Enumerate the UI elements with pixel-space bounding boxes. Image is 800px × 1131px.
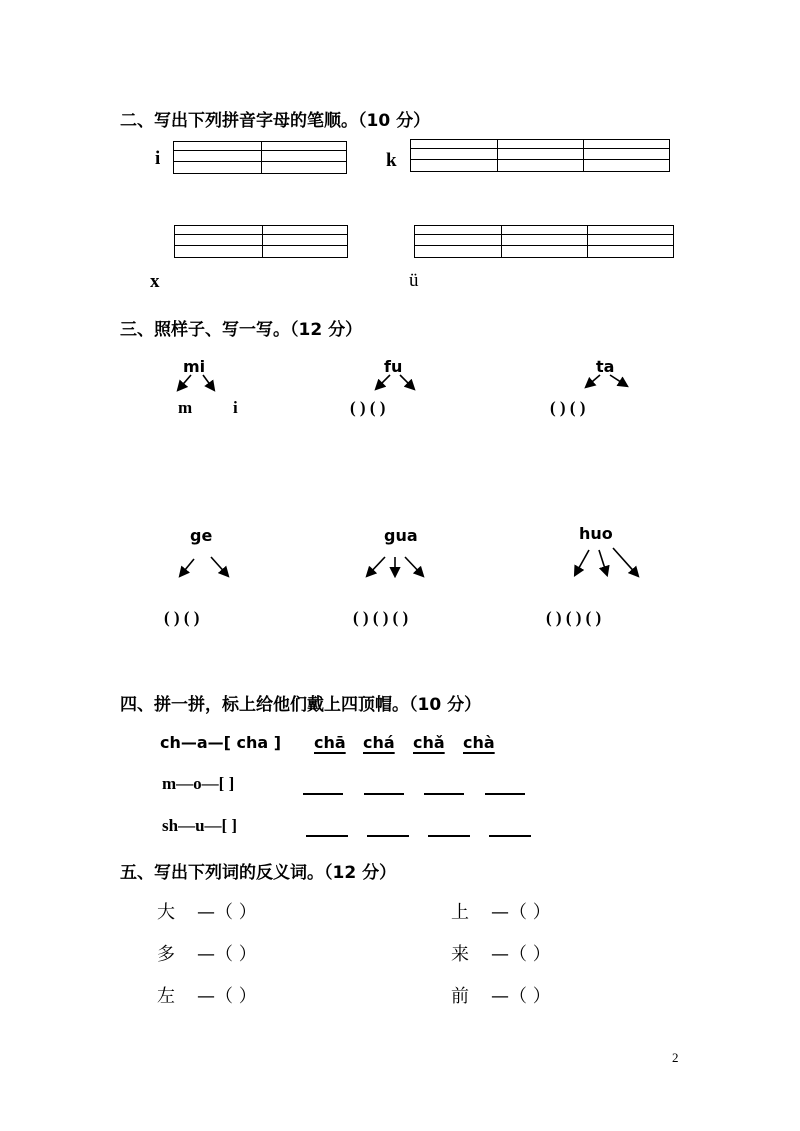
arrow-ge-right	[211, 557, 228, 576]
final-i: i	[233, 398, 238, 417]
formula-mo: m—o—[ ]	[162, 774, 235, 793]
tone-blank-shu-4[interactable]	[489, 835, 531, 837]
arrow-mi-right	[203, 375, 214, 390]
tone-1-cha: chā	[314, 733, 346, 752]
word-zuo: 左	[157, 986, 175, 1007]
antonym-blank-shang[interactable]: —（ ）	[491, 902, 551, 923]
arrow-fu-left	[376, 375, 390, 389]
word-da: 大	[157, 902, 175, 923]
section-2-heading: 二、写出下列拼音字母的笔顺。（10 分）	[120, 111, 431, 131]
arrow-huo-right	[613, 548, 638, 576]
syllable-ge: ge	[190, 526, 213, 545]
antonym-blank-lai[interactable]: —（ ）	[491, 944, 551, 965]
formula-shu: sh—u—[ ]	[162, 816, 238, 835]
arrow-ge-left	[180, 559, 194, 576]
tone-blank-mo-2[interactable]	[364, 793, 404, 795]
arrow-mi-left	[178, 375, 191, 390]
section-3-heading: 三、照样子、写一写。（12 分）	[120, 320, 363, 340]
syllable-fu: fu	[384, 357, 403, 376]
tone-3-cha: chǎ	[413, 733, 445, 752]
word-shang: 上	[451, 902, 469, 923]
word-duo: 多	[157, 944, 175, 965]
tone-blank-mo-3[interactable]	[424, 793, 464, 795]
syllable-mi: mi	[183, 357, 206, 376]
letter-k: k	[386, 150, 397, 171]
arrow-fu-right	[400, 375, 414, 389]
arrow-huo-left	[575, 550, 589, 575]
arrow-ta-left	[586, 375, 600, 387]
syllable-huo: huo	[579, 524, 613, 543]
section-4-heading: 四、拼一拼，标上给他们戴上四顶帽。（10 分）	[120, 695, 482, 715]
blanks-huo[interactable]: ( ) ( ) ( )	[546, 608, 602, 627]
antonym-blank-da[interactable]: —（ ）	[197, 902, 257, 923]
syllable-ta: ta	[596, 357, 615, 376]
tone-blank-shu-3[interactable]	[428, 835, 470, 837]
syllable-gua: gua	[384, 526, 418, 545]
word-qian: 前	[451, 986, 469, 1007]
formula-cha: ch—a—[ cha ]	[160, 733, 282, 752]
tone-blank-shu-2[interactable]	[367, 835, 409, 837]
arrow-huo-mid	[599, 550, 607, 575]
arrow-ta-right	[610, 375, 627, 386]
tone-blank-shu-1[interactable]	[306, 835, 348, 837]
arrow-gua-left	[367, 557, 385, 576]
section-5-heading: 五、写出下列词的反义词。（12 分）	[120, 863, 397, 883]
antonym-blank-duo[interactable]: —（ ）	[197, 944, 257, 965]
tone-blank-mo-4[interactable]	[485, 793, 525, 795]
antonym-blank-zuo[interactable]: —（ ）	[197, 986, 257, 1007]
antonym-blank-qian[interactable]: —（ ）	[491, 986, 551, 1007]
letter-i: i	[155, 148, 161, 169]
blanks-ge[interactable]: ( ) ( )	[164, 608, 200, 627]
initial-m: m	[178, 398, 193, 417]
letter-x: x	[150, 271, 160, 292]
tone-4-cha: chà	[463, 733, 495, 752]
blanks-fu[interactable]: ( ) ( )	[350, 398, 386, 417]
blanks-gua[interactable]: ( ) ( ) ( )	[353, 608, 409, 627]
arrow-gua-right	[405, 557, 423, 576]
tone-blank-mo-1[interactable]	[303, 793, 343, 795]
tone-2-cha: chá	[363, 733, 395, 752]
word-lai: 来	[451, 944, 469, 965]
page-number: 2	[672, 1050, 679, 1065]
letter-u-umlaut: ü	[409, 270, 419, 291]
blanks-ta[interactable]: ( ) ( )	[550, 398, 586, 417]
